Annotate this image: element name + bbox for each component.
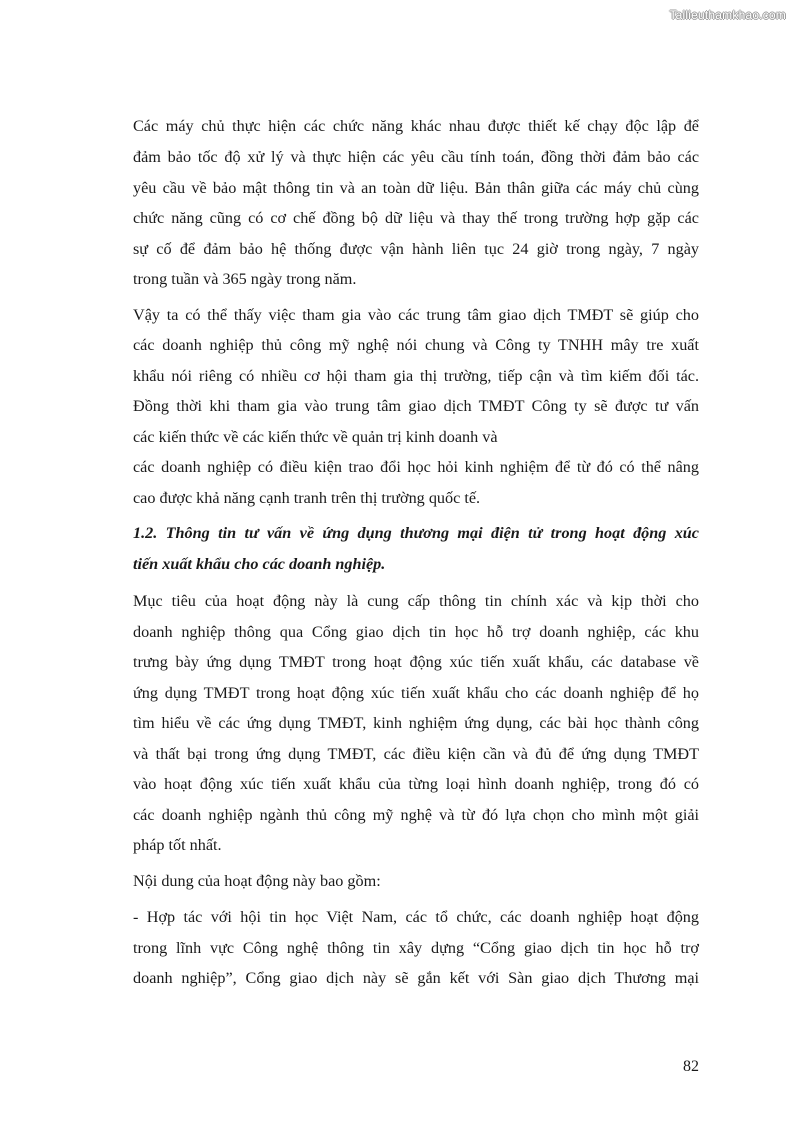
paragraph-1-line-3: yêu cầu về bảo mật thông tin và an toàn dữ liệu. Bản thân giữa các máy chủ cùng [133,179,699,197]
paragraph-3-line-3: trưng bày ứng dụng TMĐT trong hoạt động xúc tiến xuất khẩu, các database về [133,653,699,671]
paragraph-1-line-1: Các máy chủ thực hiện các chức năng khác nhau được thiết kế chạy độc lập để [133,117,699,135]
page-number: 82 [683,1058,699,1075]
paragraph-2-line-1: Vậy ta có thể thấy việc tham gia vào các trung tâm giao dịch TMĐT sẽ giúp cho [133,306,699,324]
paragraph-3-line-7: vào hoạt động xúc tiến xuất khẩu của từng loại hình doanh nghiệp, trong đó có [133,775,699,793]
paragraph-2-line-5: các kiến thức về các kiến thức về quản trị kinh doanh và [133,428,498,446]
paragraph-3-line-4: ứng dụng TMĐT trong hoạt động xúc tiến xuất khẩu cho các doanh nghiệp để họ [133,684,699,702]
paragraph-2-line-7: cao được khả năng cạnh tranh trên thị trường quốc tế. [133,489,481,507]
paragraph-3-line-6: và thất bại trong ứng dụng TMĐT, các điều kiện cần và đủ để ứng dụng TMĐT [133,745,699,763]
paragraph-3-line-8: các doanh nghiệp ngành thủ công mỹ nghệ và từ đó lựa chọn cho mình một giải [133,806,699,824]
section-heading-line-1: 1.2. Thông tin tư vấn về ứng dụng thương mại điện tử trong hoạt động xúc [133,524,699,542]
paragraph-1-line-2: đảm bảo tốc độ xử lý và thực hiện các yêu cầu tính toán, đồng thời đảm bảo các [133,148,699,166]
paragraph-2-line-6: các doanh nghiệp có điều kiện trao đổi học hỏi kinh nghiệm để từ đó có thể nâng [133,458,699,476]
paragraph-2-line-2: các doanh nghiệp thủ công mỹ nghệ nói chung và Công ty TNHH mây tre xuất [133,336,699,354]
paragraph-1-line-5: sự cố để đảm bảo hệ thống được vận hành liên tục 24 giờ trong ngày, 7 ngày [133,240,699,258]
paragraph-5-line-2: trong lĩnh vực Công nghệ thông tin xây dựng “Cổng giao dịch tin học hỗ trợ [133,939,699,957]
paragraph-5-line-3: doanh nghiệp”, Cổng giao dịch này sẽ gắn kết với Sàn giao dịch Thương mại [133,969,699,987]
paragraph-4-line-1: Nội dung của hoạt động này bao gồm: [133,872,381,890]
paragraph-3-line-1: Mục tiêu của hoạt động này là cung cấp thông tin chính xác và kịp thời cho [133,592,699,610]
paragraph-3-line-2: doanh nghiệp thông qua Cổng giao dịch tin học hỗ trợ doanh nghiệp, các khu [133,623,699,641]
paragraph-2-line-4: Đồng thời khi tham gia vào trung tâm giao dịch TMĐT Công ty sẽ được tư vấn [133,397,699,415]
paragraph-2-line-3: khẩu nói riêng có nhiều cơ hội tham gia thị trường, tiếp cận và tìm kiếm đối tác. [133,367,699,385]
watermark-text: Tailieuthamkhao.com [669,8,786,22]
paragraph-1-line-6: trong tuần và 365 ngày trong năm. [133,270,357,288]
paragraph-3-line-9: pháp tốt nhất. [133,836,222,854]
section-heading-line-2: tiến xuất khẩu cho các doanh nghiệp. [133,555,386,573]
paragraph-1-line-4: chức năng cũng có cơ chế đồng bộ dữ liệu và thay thế trong trường hợp gặp các [133,209,699,227]
paragraph-5-line-1: - Hợp tác với hội tin học Việt Nam, các tổ chức, các doanh nghiệp hoạt động [133,908,699,926]
paragraph-3-line-5: tìm hiểu về các ứng dụng TMĐT, kinh nghiệm ứng dụng, các bài học thành công [133,714,699,732]
